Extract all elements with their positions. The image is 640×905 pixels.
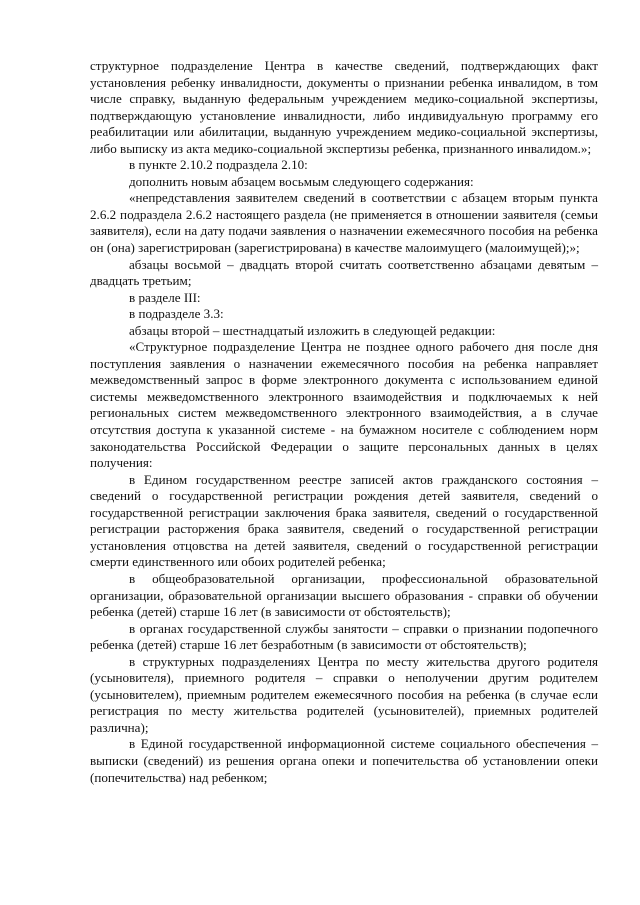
paragraph-12: в органах государственной службы занятости – справки о признании подопечного ребенка (детей) старше 16 лет безработным (в зависимости от обстоятельств); bbox=[90, 620, 598, 653]
paragraph-5: абзацы восьмой – двадцать второй считать соответственно абзацами девятым – двадцать третьим; bbox=[90, 256, 598, 289]
paragraph-1: структурное подразделение Центра в качестве сведений, подтверждающих факт установления ребенку инвалидности, документы о признании ребенка инвалидом, в том числе справку, выданную федеральным учреждением медико-социальной экспертизы, подтверждающую установление инвалидности, либо индивидуальную программу его реабилитации или абилитации, выданную учреждением медико-социальной экспертизы, либо выписку из акта медико-социальной экспертизы ребенка, признанного инвалидом.»; bbox=[90, 58, 598, 156]
paragraph-2: в пункте 2.10.2 подраздела 2.10: bbox=[129, 157, 308, 173]
paragraph-7: в подразделе 3.3: bbox=[129, 306, 224, 322]
paragraph-4: «непредставления заявителем сведений в соответствии с абзацем вторым пункта 2.6.2 подраздела 2.6.2 настоящего раздела (не применяется в отношении заявителя (семьи заявителя), если на дату подачи заявления о назначении ежемесячного пособия на ребенка он (она) зарегистрирован (зарегистрирована) в качестве малоимущего (малоимущей);»; bbox=[90, 190, 598, 256]
paragraph-3: дополнить новым абзацем восьмым следующего содержания: bbox=[129, 173, 474, 189]
paragraph-6: в разделе III: bbox=[129, 289, 201, 305]
paragraph-11: в общеобразовательной организации, профессиональной образовательной организации, образовательной организации высшего образования - справки об обучении ребенка (детей) старше 16 лет (в зависимости от обстоятельств); bbox=[90, 570, 598, 620]
paragraph-9: «Структурное подразделение Центра не позднее одного рабочего дня после дня поступления заявления о назначении ежемесячного пособия на ребенка направляет межведомственный запрос в форме электронного документа с использованием единой системы межведомственного электронного взаимодействия и подключаемых к ней региональных систем межведомственного электронного взаимодействия, а в случае отсутствия доступа к указанной системе - на бумажном носителе с соблюдением норм законодательства Российской Федерации о защите персональных данных в целях получения: bbox=[90, 339, 598, 471]
paragraph-10: в Едином государственном реестре записей актов гражданского состояния – сведений о государственной регистрации рождения детей заявителя, сведений о государственной регистрации заключения брака заявителя, сведений о государственной регистрации расторжения брака заявителя, сведений о государственной регистрации установления отцовства на детей заявителя, сведений о государственной регистрации смерти единственного или обоих родителей ребенка; bbox=[90, 471, 598, 570]
paragraph-13: в структурных подразделениях Центра по месту жительства другого родителя (усыновителя), приемного родителя – справки о неполучении другим родителем (усыновителем), приемным родителем ежемесячного пособия на ребенка (в случае если регистрация по месту жительства родителей (усыновителей), приемных родителей различна); bbox=[90, 653, 598, 735]
document-page bbox=[90, 58, 598, 786]
paragraph-14: в Единой государственной информационной системе социального обеспечения – выписки (сведений) из решения органа опеки и попечительства об установлении опеки (попечительства) над ребенком; bbox=[90, 736, 598, 785]
paragraph-8: абзацы второй – шестнадцатый изложить в следующей редакции: bbox=[129, 322, 496, 338]
